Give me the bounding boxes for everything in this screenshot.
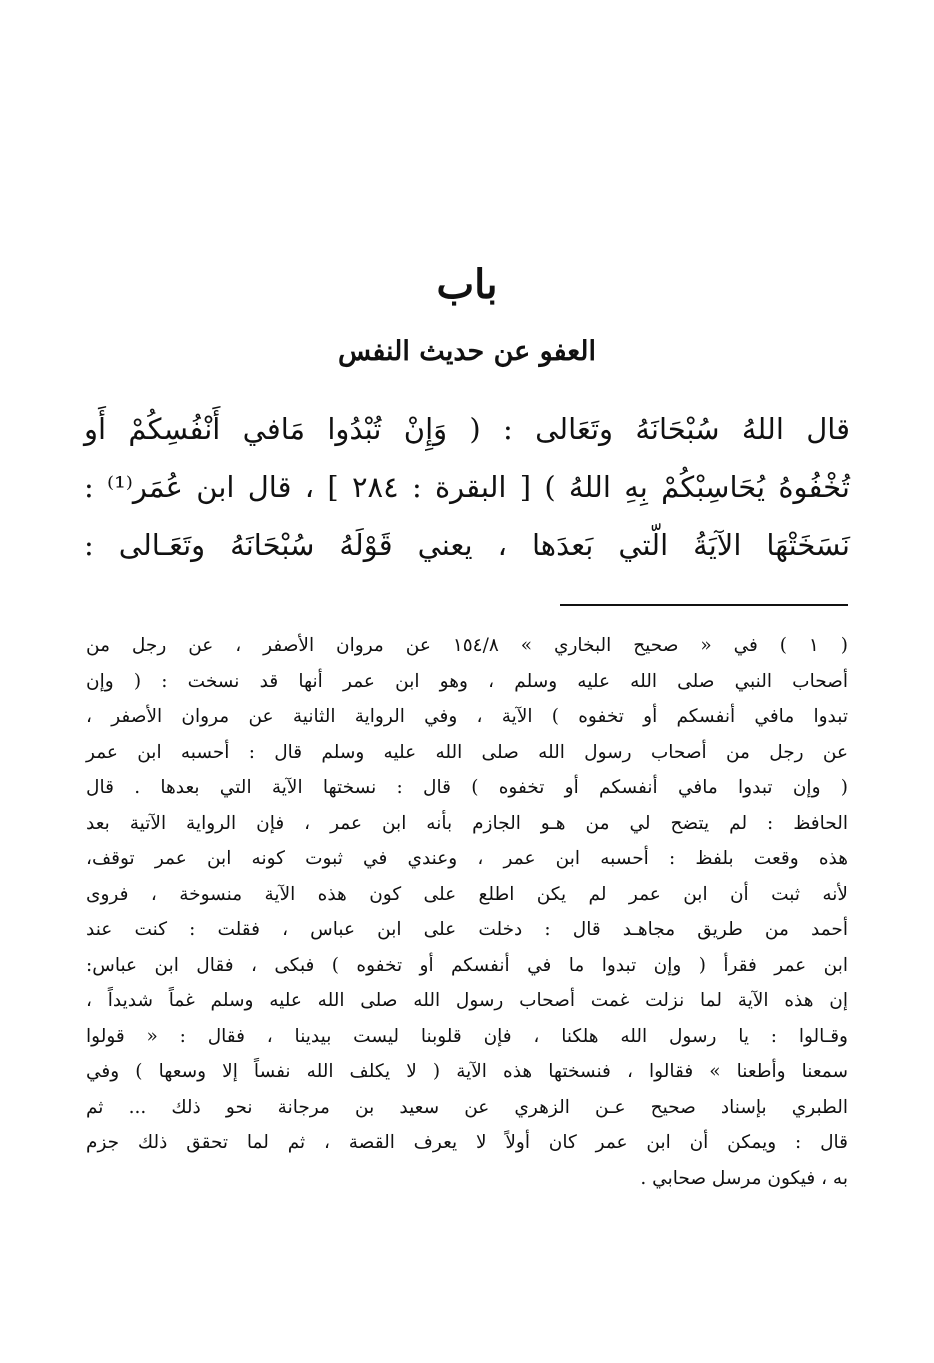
main-text [84, 400, 850, 574]
footnote-line: الطبري بإسناد صحيح عـن الزهري عن سعيد بن مرجانة نحو ذلك ... ثم [86, 1096, 848, 1118]
chapter-title: العفو عن حديث النفس [337, 336, 597, 367]
footnote-line: أحمد من طريق مجاهـد قال : دخلت على ابن عباس ، فقلت : كنت عند [86, 919, 848, 940]
footnote [86, 628, 848, 1196]
footnote-divider [560, 604, 848, 606]
footnote-line: ( وإن تبدوا مافي أنفسكم أو تخفوه ) قال : نسختها الآية التي بعدها . قال [86, 777, 848, 798]
main-text-line: قال اللهُ سُبْحَانَهُ وتَعَالى : ( وَإِنْ تُبْدُوا مَافي أَنْفُسِكُمْ أَو [84, 412, 850, 446]
footnote-line: عن رجل من أصحاب رسول الله صلى الله عليه وسلم قال : أحسبه ابن عمر [86, 741, 848, 763]
footnote-line: ( ١ ) في « صحيح البخاري » ١٥٤/٨ عن مروان الأصفر ، عن رجل من [86, 635, 849, 656]
footnote-line: الحافظ : لم يتضح لي من هـو الجازم بأنه ابن عمر ، فإن الرواية الآتية بعد [86, 812, 848, 834]
footnote-line: لأنه ثبت أن ابن عمر لم يكن اطلع على كون هذه الآية منسوخة ، فروى [86, 883, 848, 905]
main-text-line: تُخْفُوهُ يُحَاسِبْكُمْ بِهِ اللهُ ) [ البقرة : ٢٨٤ ] ، قال ابن عُمَر⁽¹⁾ : [84, 470, 850, 504]
footnote-line: به ، فيكون مرسل صحابي . [640, 1167, 848, 1189]
footnote-line: تبدوا مافي أنفسكم أو تخفوه ) الآية ، وفي الرواية الثانية عن مروان الأصفر ، [86, 706, 848, 727]
main-text-line: نَسَخَتْهَا الآيَةُ الّتي بَعدَها ، يعني قَوْلَهُ سُبْحَانَهُ وتَعَـالى : [84, 528, 850, 562]
footnote-line: إن هذه الآية لما نزلت غمت أصحاب رسول الله صلى الله عليه وسلم غماً شديداً ، [86, 990, 848, 1011]
footnote-line: هذه وقعت بلفظ : أحسبه ابن عمر ، وعندي في ثبوت كونه ابن عمر توقف، [86, 848, 848, 869]
footnote-line: سمعنا وأطعنا » فقالوا ، فنسختها هذه الآية ( لا يكلف الله نفساً إلا وسعها ) وفي [86, 1061, 848, 1082]
chapter-heading: باب [436, 261, 498, 308]
footnote-line: ابن عمر فقرأ ( وإن تبدوا ما في أنفسكم أو تخفوه ) فبكى ، فقال ابن عباس: [86, 954, 848, 976]
footnote-line: وقـالوا : يا رسول الله هلكنا ، فإن قلوبنا ليست بيدينا ، فقال : « قولوا [86, 1025, 848, 1047]
footnote-line: أصحاب النبي صلى الله عليه وسلم ، وهو ابن عمر أنها قد نسخت : ( وإن [86, 670, 848, 692]
footnote-line: قال : ويمكن أن ابن عمر كان أولاً لا يعرف القصة ، ثم لما تحقق ذلك جزم [86, 1132, 848, 1153]
